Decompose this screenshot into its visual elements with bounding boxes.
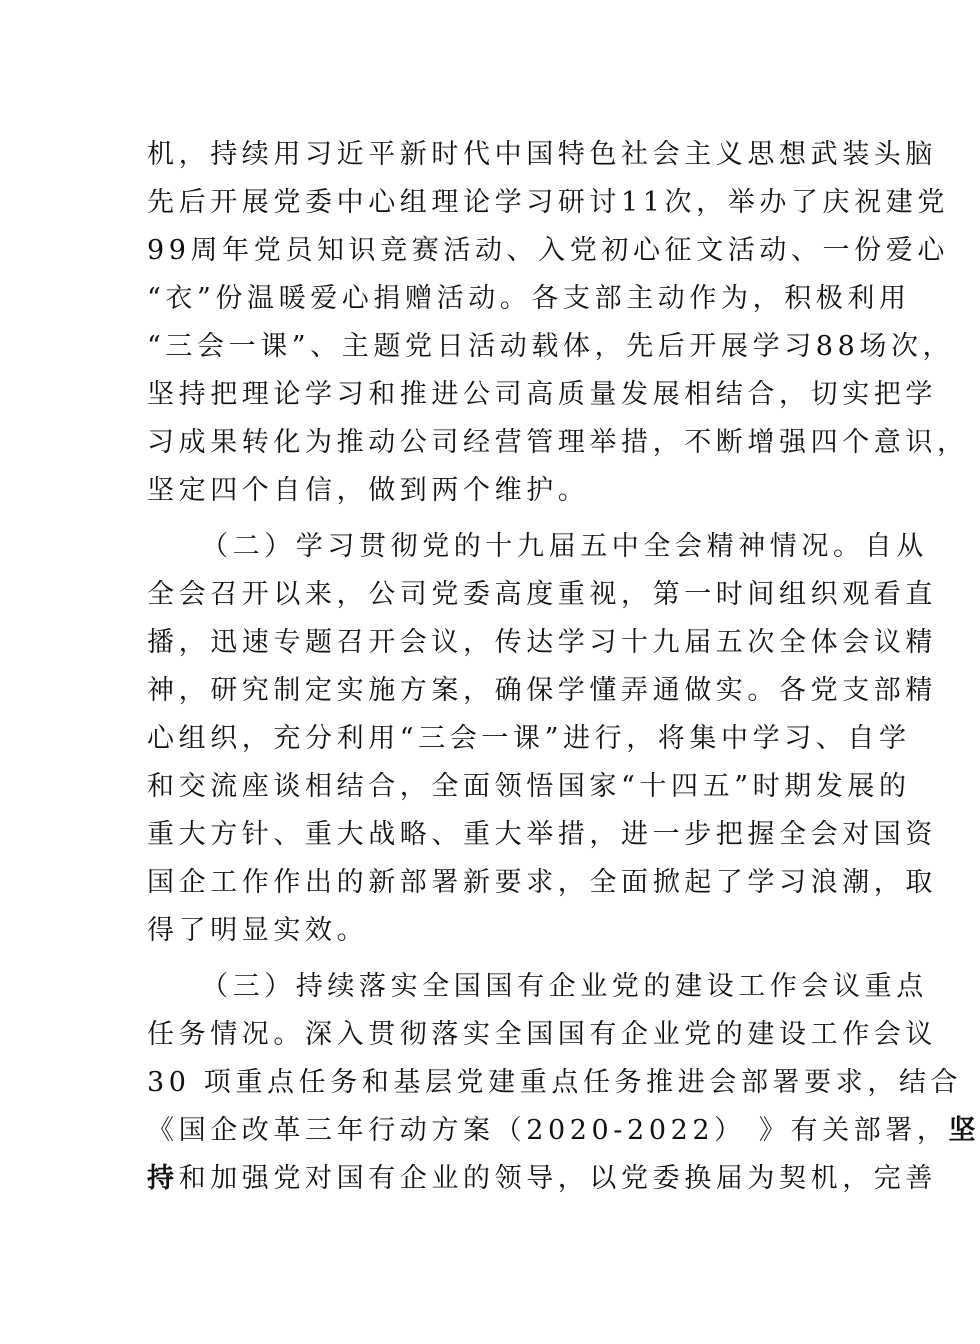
body-text-line: 重大方针、重大战略、重大举措，进一步把握全会对国资 bbox=[147, 819, 937, 850]
text-segment: 和加强党对国有企业的领导，以党委换届为契机，完善 bbox=[178, 1163, 938, 1194]
body-text-line: “三会一课”、主题党日活动载体，先后开展学习88场次， bbox=[147, 331, 955, 362]
body-text-line: 坚持把理论学习和推进公司高质量发展相结合，切实把学 bbox=[147, 379, 937, 410]
body-text-line: 99周年党员知识竞赛活动、入党初心征文活动、一份爱心 bbox=[147, 235, 949, 266]
bold-text: 持 bbox=[147, 1163, 179, 1194]
body-text-line: 全会召开以来，公司党委高度重视，第一时间组织观看直 bbox=[147, 579, 937, 610]
body-text-line: 任务情况。深入贯彻落实全国国有企业党的建设工作会议 bbox=[147, 1019, 937, 1050]
section-heading-line: （二）学习贯彻党的十九届五中全会精神情况。自从 bbox=[201, 531, 928, 562]
body-text-line: 心组织，充分利用“三会一课”进行，将集中学习、自学 bbox=[147, 723, 911, 754]
section-heading-line: （三）持续落实全国国有企业党的建设工作会议重点 bbox=[201, 971, 928, 1002]
body-text-line bbox=[147, 1111, 980, 1151]
body-text-line: 和交流座谈相结合，全面领悟国家“十四五”时期发展的 bbox=[147, 771, 911, 802]
body-text-line bbox=[147, 1159, 937, 1199]
body-text-line: 得了明显实效。 bbox=[147, 915, 369, 946]
body-text-line: 先后开展党委中心组理论学习研讨11次，举办了庆祝建党 bbox=[147, 187, 949, 218]
body-text-line: 播，迅速专题召开会议，传达学习十九届五次全体会议精 bbox=[147, 627, 937, 658]
body-text-line: “衣”份温暖爱心捐赠活动。各支部主动作为，积极利用 bbox=[147, 283, 911, 314]
body-text-line: 国企工作作出的新部署新要求，全面掀起了学习浪潮，取 bbox=[147, 867, 937, 898]
text-segment: 《国企改革三年行动方案（2020-2022） 》有关部署， bbox=[147, 1115, 949, 1146]
bold-text: 坚 bbox=[948, 1115, 980, 1146]
body-text-line: 坚定四个自信，做到两个维护。 bbox=[147, 475, 590, 506]
body-text-line: 神，研究制定实施方案，确保学懂弄通做实。各党支部精 bbox=[147, 675, 937, 706]
body-text-line: 30 项重点任务和基层党建重点任务推进会部署要求，结合 bbox=[147, 1067, 963, 1098]
body-text-line: 机，持续用习近平新时代中国特色社会主义思想武装头脑 bbox=[147, 139, 937, 170]
body-text-line: 习成果转化为推动公司经营管理举措，不断增强四个意识， bbox=[147, 427, 969, 458]
